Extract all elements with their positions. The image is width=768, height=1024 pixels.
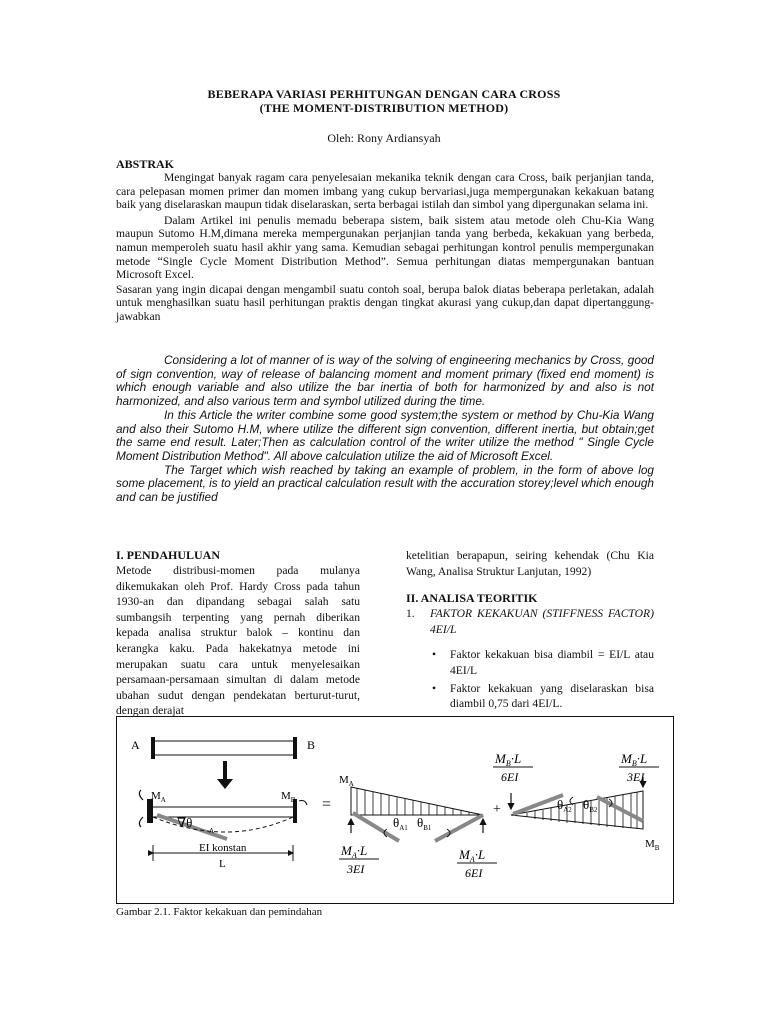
paper-author: Oleh: Rony Ardiansyah (327, 131, 441, 145)
beam-ab (151, 737, 297, 759)
label-length: L (219, 858, 226, 870)
abstract-heading: ABSTRAK (116, 157, 175, 171)
label-a: A (131, 738, 140, 752)
moment-diagram-mb (511, 777, 643, 829)
stiffness-figure (117, 717, 672, 902)
label-mb-diagram: $M_B$ (645, 838, 660, 852)
plus-sign: + (493, 802, 501, 817)
section-right-column (406, 548, 654, 714)
label-ma-left: $M_A$ (151, 790, 166, 804)
section2-heading: II. ANALISA TEORITIK (406, 591, 538, 606)
abstract-indonesian (116, 171, 654, 324)
svg-text:6EI: 6EI (501, 770, 519, 784)
bullet-text: Faktor kekakuan yang diselaraskan bisa diambil 0,75 dari 4EI/L. (450, 681, 654, 711)
svg-text:MA·L: $M_A\cdot L$ (459, 847, 486, 864)
label-mb-left: $M_B$ (281, 790, 296, 804)
equals-sign: = (322, 796, 332, 813)
label-theta-a2: $\theta_{A2}$ (557, 797, 572, 814)
label-b: B (307, 738, 316, 752)
section1-heading: I. PENDAHULUAN (116, 548, 221, 562)
fraction-ma-l-6ei (457, 847, 497, 880)
bullet-item (426, 647, 654, 678)
label-theta-b1: $\theta_{B1}$ (417, 815, 432, 832)
abstract-english (116, 354, 654, 505)
label-nabla-theta: ∇θ (177, 815, 193, 830)
label-theta-a-sub: A (209, 827, 215, 835)
fraction-mb-l-3ei (619, 751, 659, 784)
fraction-mb-l-6ei (493, 751, 533, 784)
section2-item (406, 606, 654, 637)
svg-text:3EI: 3EI (627, 770, 645, 784)
section2-item-title: FAKTOR KEKAKUAN (STIFFNESS FACTOR) 4EI/L (430, 607, 654, 636)
section1-continuation: ketelitian berapapun, seiring kehendak (Chu Kia Wang, Analisa Struktur Lanjutan, 1992) (406, 549, 654, 578)
abstract-english-paragraph: Considering a lot of manner of is way of the solving of engineering mechanics by Cross, good of sign convention, way of release of balancing moment and moment primary (fixed end moment) is which enough variable and also utilize the bar inertia of both for harmonized by and also is not harmonized, and also various term and symbol utilized during the time. (116, 353, 654, 409)
section2-bullets (406, 647, 654, 711)
paper-title-line1: BEBERAPA VARIASI PERHITUNGAN DENGAN CARA CROSS (207, 87, 561, 101)
abstract-paragraph: Sasaran yang ingin dicapai dengan mengambil suatu contoh soal, berupa balok diatas beberapa perletakan, adalah untuk menghasilkan suatu hasil perhitungan praktis dengan tingkat akurasi yang cukup,dan dapat dipertanggung-jawabkan (116, 282, 654, 323)
bullet-text: Faktor kekakuan bisa diambil = EI/L atau 4EI/L (450, 648, 654, 677)
svg-text:MB·L: $M_B\cdot L$ (495, 751, 522, 768)
label-theta-b2: $\theta_{B2}$ (583, 797, 598, 814)
figure-box (116, 716, 674, 904)
section2-item-number: 1. (406, 607, 415, 621)
figure-caption: Gambar 2.1. Faktor kekakuan dan pemindahan (116, 906, 323, 918)
svg-text:6EI: 6EI (465, 866, 483, 880)
bullet-icon: • (432, 648, 437, 662)
svg-text:MB·L: $M_B\cdot L$ (621, 751, 648, 768)
abstract-english-paragraph: The Target which wish reached by taking an example of problem, in the form of above log some placement, is to yield an practical calculation result with the accuration storey;level which enough and can be justified (116, 462, 654, 505)
label-theta-a1: $\theta_{A1}$ (393, 815, 408, 832)
down-arrow-icon (217, 761, 233, 789)
svg-text:3EI: 3EI (347, 862, 365, 876)
abstract-paragraph: Mengingat banyak ragam cara penyelesaian mekanika teknik dengan cara Cross, baik perjanjian tanda, cara pelepasan momen primer dan momen imbang yang cukup bervariasi,juga mempergunakan kekakuan batang baik yang diselaraskan maupun tidak diselaraskan, serta berbagai istilah dan simbol yang dipergunakan selama ini. (116, 171, 654, 212)
section1-text: Metode distribusi-momen pada mulanya dikemukakan oleh Prof. Hardy Cross pada tahun 1930-an dan dipandang sebagai salah satu sumbangsih terpenting yang pernah diberikan kepada analisa struktur balok – kontinu dan kerangka kaku. Pada hakekatnya metode ini merupakan suatu cara untuk menyelesaikan persamaan-persamaan simultan di dalam metode ubahan sudut dengan pendekatan berturut-turut, dengan derajat (116, 564, 360, 718)
bullet-icon: • (432, 681, 437, 695)
abstract-paragraph: Dalam Artikel ini penulis memadu beberapa sistem, baik sistem atau metode oleh Chu-Kia Wang maupun Sutomo H.M,dimana mereka mempergunakan perjanjian tanda yang berbeda, kekakuan yang berbeda, namun memperoleh suatu hasil akhir yang sama. Kemudian sebagai perhitungan kontrol penulis mempergunakan metode “Single Cycle Moment Distribution Method”. Semua perhitungan diatas mempergunakan bantuan Microsoft Excel. (116, 213, 654, 282)
abstract-english-paragraph: In this Article the writer combine some good system;the system or method by Chu-Kia Wang and also their Sutomo H.M, where utilize the different sign convention, different inertia, but obtain;get the same end result. Later;Then as calculation control of the writer utilize the method " Single Cycle Moment Distribution Method". All above calculation utilize the aid of Microsoft Excel. (116, 407, 654, 463)
svg-text:MA·L: $M_A\cdot L$ (341, 843, 368, 860)
section-pendahuluan (116, 548, 360, 719)
label-ei-konstan: EI konstan (199, 842, 247, 854)
moment-diagram-ma (351, 787, 483, 841)
fraction-ma-l-3ei (339, 843, 379, 876)
paper-title-line2: (THE MOMENT-DISTRIBUTION METHOD) (259, 101, 509, 115)
label-ma-diagram: $M_A$ (339, 774, 354, 788)
bullet-item (426, 681, 654, 712)
